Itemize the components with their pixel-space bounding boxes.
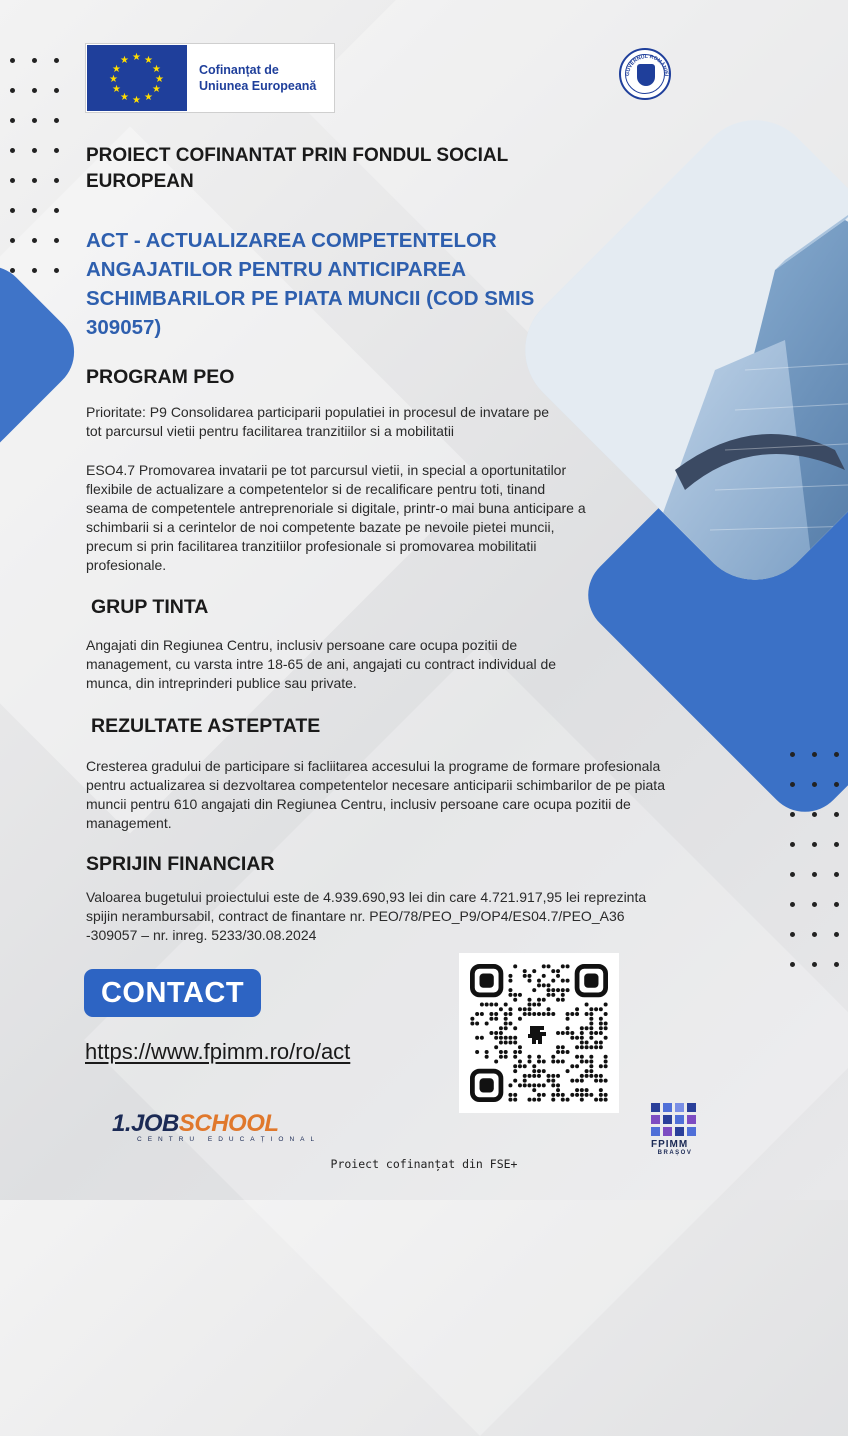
contact-url-link[interactable]: https://www.fpimm.ro/ro/act [85,1039,351,1064]
section-title-program: PROGRAM PEO [86,366,235,388]
qr-code[interactable] [459,953,619,1113]
expected-results-text: Cresterea gradului de participare si facliitarea accesului la programe de formare profesionala pentru actualizarea si dezvoltarea competentelor necesare anticiparii schimbarilor de pe piata muncii pentru 610 angajati din Regiunea Centru, inclusiv persoane care ocupa pozitii de management. [86,758,665,831]
target-group-text: Angajati din Regiunea Centru, inclusiv persoane care ocupa pozitii de management, cu varsta intre 18-65 de ani, angajati cu contract individual de munca, din intreprinderi publice sau private. [86,637,557,691]
dot-grid-right [790,752,840,972]
jobschool-logo-part1: 1.JOB [112,1110,179,1137]
jobschool-logo-part2: SCHOOL [178,1110,279,1137]
fpimm-logo [651,1103,699,1156]
program-priority-text: Prioritate: P9 Consolidarea participarii populatiei in procesul de invatare pe tot parcursul vietii pentru facilitarea tranzitiilor si a mobilitatii [86,404,550,439]
eu-logo-line1: Cofinanțat de [199,63,279,77]
program-objective-text: ESO4.7 Promovarea invatarii pe tot parcursul vietii, in special a oportunitatilor flexibile de actualizare a competentelor si de recalificare pentru toti, tinand seama de competentele antreprenoriale si digitale, printr-o mai buna anticipare a schimbarii si a cerintelor de noi competente bazate pe nevoile pietei muncii, precum si prin facilitarea tranzitiilor profesionale si promovarea mobilitatii profesionale. [86,462,586,573]
fpimm-logo-subtitle: BRAȘOV [657,1150,693,1156]
dot-grid-top-left [10,58,60,278]
page-heading: PROIECT COFINANTAT PRIN FONDUL SOCIAL EUROPEAN [86,145,508,192]
fpimm-grid-icon [651,1103,699,1136]
financial-support-text: Valoarea bugetului proiectului este de 4.939.690,93 lei din care 4.721.917,95 lei reprezinta spijin nerambursabil, contract de finantare nr. PEO/78/PEO_P9/OP4/ES04.7/PEO_A36 -309057 – nr. inreg. 5233/30.08.2024 [86,889,647,943]
contact-button[interactable]: CONTACT [84,969,261,1017]
footer-note: Proiect cofinanțat din FSE+ [330,1157,518,1171]
fpimm-logo-text: FPIMM [651,1139,689,1150]
qr-center-dino-icon [528,1026,546,1044]
jobschool-subtitle: CENTRU EDUCAȚIONAL [137,1136,321,1143]
government-romania-logo [619,48,671,100]
eu-cofunding-logo [85,43,335,113]
svg-text:GUVERNUL ROMÂNIEI [625,54,669,77]
section-title-financial: SPRIJIN FINANCIAR [86,853,275,875]
gov-logo-text: GUVERNUL ROMÂNIEI [624,53,670,77]
section-title-results: REZULTATE ASTEPTATE [91,715,321,737]
eu-flag-icon: ★ ★ ★ ★ ★ ★ ★ ★ ★ ★ ★ ★ [87,45,187,111]
jobschool-logo [112,1110,320,1143]
project-title: ACT - ACTUALIZAREA COMPETENTELOR ANGAJATILOR PENTRU ANTICIPAREA SCHIMBARILOR PE PIATA MUNCII (COD SMIS 309057) [86,229,535,339]
section-title-target: GRUP TINTA [91,596,209,618]
eu-logo-line2: Uniunea Europeană [199,79,317,93]
